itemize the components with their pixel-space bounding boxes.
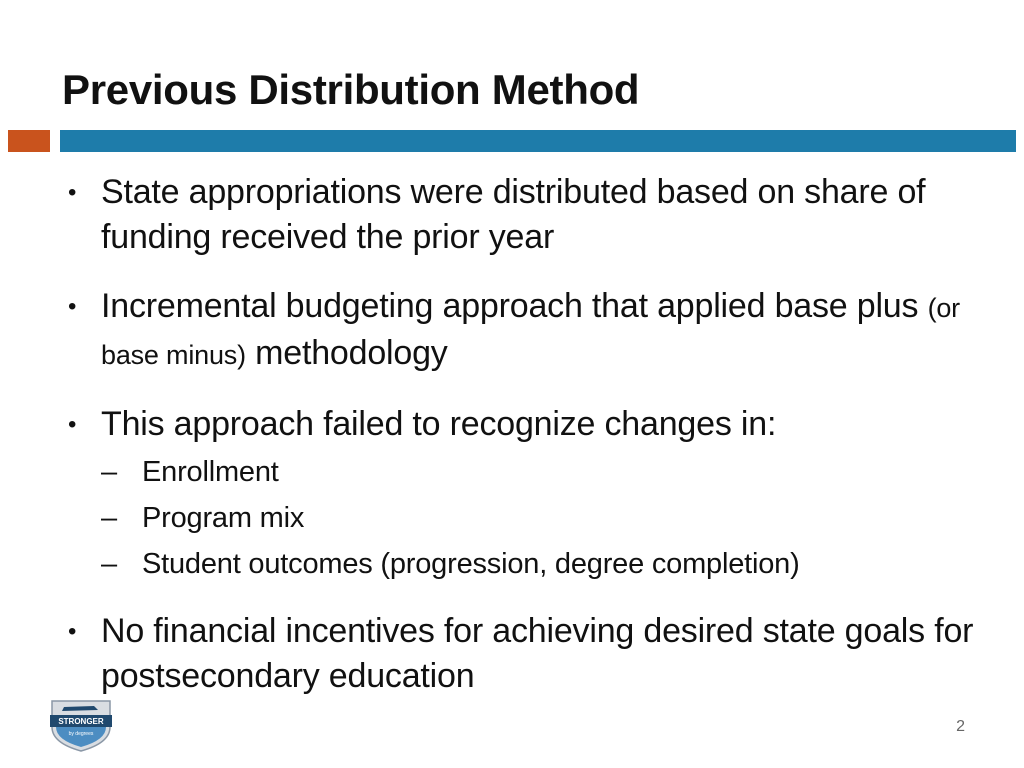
bullet-text: State appropriations were distributed based on share of funding received the prior year: [101, 173, 926, 256]
sub-bullet-item: [101, 449, 998, 495]
sub-bullet-item: [101, 541, 998, 587]
bullet-item: [68, 609, 998, 699]
bullet-item: [68, 284, 998, 378]
logo-text-top: STRONGER: [58, 717, 104, 726]
logo-text-bottom: by degrees: [68, 731, 94, 737]
stronger-by-degrees-logo: [48, 697, 114, 753]
slide-title: Previous Distribution Method: [62, 66, 640, 113]
sub-bullet-marker: –: [101, 548, 117, 580]
sub-bullet-text: Student outcomes (progression, degree completion): [142, 548, 800, 580]
bullet-item: [68, 402, 998, 587]
bullet-text: This approach failed to recognize changes in:: [101, 405, 777, 443]
bullet-text: methodology: [255, 334, 448, 372]
bullet-list: [68, 170, 998, 723]
sub-bullet-text: Program mix: [142, 502, 305, 534]
accent-square: [8, 130, 50, 152]
sub-bullet-marker: –: [101, 502, 117, 534]
bullet-marker: •: [68, 618, 77, 645]
bullet-marker: •: [68, 179, 77, 206]
sub-bullet-marker: –: [101, 456, 117, 488]
sub-bullet-list: [68, 449, 998, 587]
bullet-marker: •: [68, 411, 77, 438]
page-number: 2: [956, 718, 965, 735]
sub-bullet-item: [101, 495, 998, 541]
bullet-text-small: (or base minus): [101, 293, 960, 370]
sub-bullet-text: Enrollment: [142, 456, 279, 488]
bullet-text: No financial incentives for achieving desired state goals for postsecondary education: [101, 612, 974, 695]
accent-bar: [60, 130, 1016, 152]
bullet-item: [68, 170, 998, 260]
bullet-text: Incremental budgeting approach that applied base plus: [101, 287, 919, 325]
bullet-marker: •: [68, 293, 77, 320]
